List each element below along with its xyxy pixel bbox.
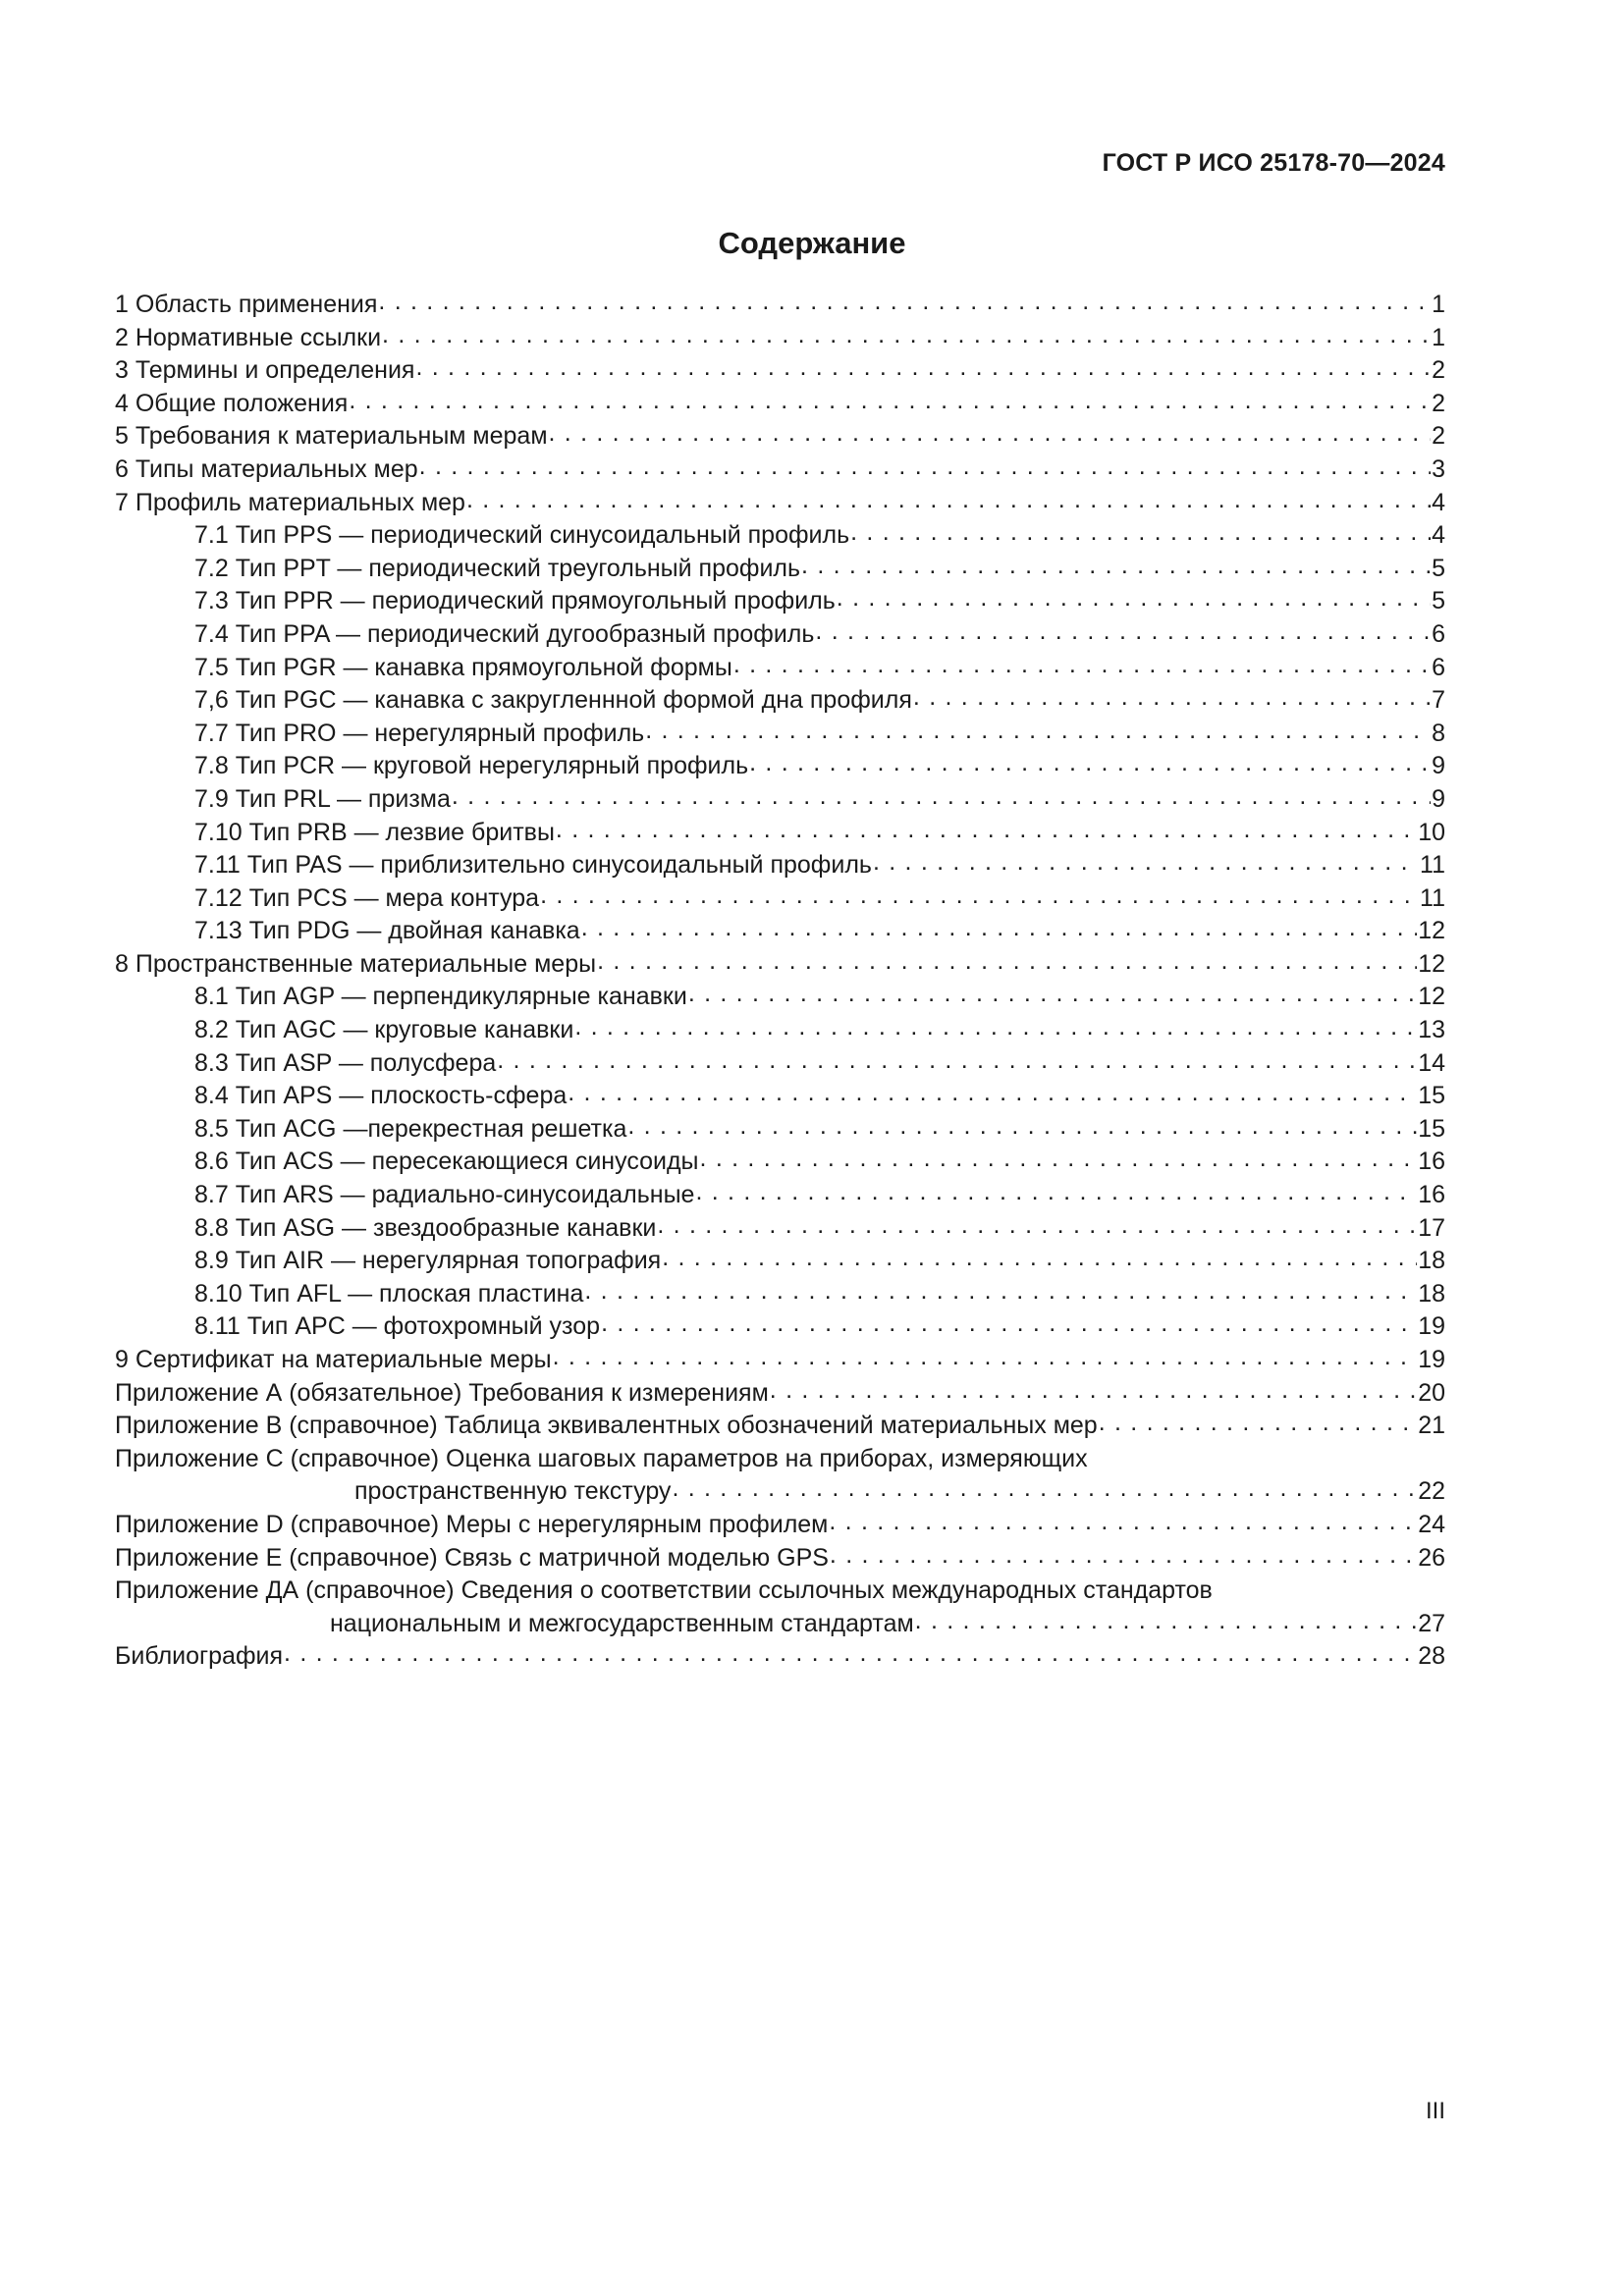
toc-entry[interactable] [115, 1410, 1445, 1443]
toc-entry-text: 7.13 Тип PDG — двойная канавка [194, 917, 580, 945]
toc-entry-text: 7.4 Тип PPA — периодический дугообразный профиль [194, 619, 815, 648]
toc-entry[interactable] [115, 487, 1445, 520]
leader-dots [601, 1308, 1417, 1341]
leader-dots [568, 1077, 1417, 1110]
toc-entry-text: 8.9 Тип AIR — нерегулярная топография [194, 1247, 662, 1275]
leader-dots [382, 319, 1431, 352]
toc-entry[interactable] [115, 1377, 1445, 1411]
leader-dots [584, 1275, 1417, 1308]
toc-entry-text: 2 Нормативные ссылки [115, 323, 382, 351]
toc-entry-text: 8.8 Тип ASG — звездообразные канавки [194, 1213, 657, 1242]
leader-dots [873, 846, 1419, 880]
toc-entry-text: 7.9 Тип PRL — призма [194, 784, 451, 813]
toc-entry-page: 1 [1432, 291, 1445, 318]
leader-dots [837, 582, 1431, 615]
leader-dots [581, 912, 1417, 945]
toc-entry-text: 7.8 Тип PCR — круговой нерегулярный профиль [194, 752, 749, 780]
toc-entry-annex-da[interactable] [115, 1575, 1445, 1608]
toc-entry[interactable] [115, 948, 1445, 982]
toc-entry-text: 9 Сертификат на материальные меры [115, 1346, 552, 1373]
toc-entry[interactable] [115, 652, 1445, 685]
toc-entry-text: 7.11 Тип PAS — приблизительно синусоидальный профиль [194, 851, 872, 880]
toc-entry[interactable] [115, 1014, 1445, 1047]
toc-entry[interactable] [115, 1310, 1445, 1344]
toc-entry-text: 8.3 Тип ASP — полусфера [194, 1048, 497, 1077]
toc-entry[interactable] [115, 553, 1445, 586]
toc-entry[interactable] [115, 817, 1445, 850]
leader-dots [452, 780, 1431, 814]
leader-dots [553, 1341, 1418, 1374]
toc-entry-page: 4 [1432, 488, 1445, 516]
toc-entry-page: 22 [1418, 1477, 1445, 1506]
toc-entry-text: 7,6 Тип PGC — канавка с закругленнной формой дна профиля [194, 686, 912, 715]
toc-entry-text: 7.12 Тип PCS — мера контура [194, 883, 540, 912]
toc-entry-page: 5 [1432, 554, 1445, 582]
leader-dots [415, 351, 1431, 385]
leader-dots [597, 945, 1417, 979]
toc-entry-page: 1 [1432, 323, 1445, 351]
leader-dots [915, 1605, 1418, 1638]
toc-entry-page: 12 [1418, 917, 1445, 945]
leader-dots [688, 978, 1417, 1011]
toc-entry-page: 3 [1432, 454, 1445, 483]
toc-entry-text: национальным и межгосударственным стандартам [330, 1609, 914, 1637]
toc-entry-text: 8.6 Тип ACS — пересекающиеся синусоиды [194, 1148, 699, 1176]
toc-entry-page: 12 [1418, 949, 1445, 978]
toc-entry-page: 11 [1420, 883, 1445, 912]
toc-entry-text: 3 Термины и определения [115, 356, 415, 385]
leader-dots [349, 385, 1431, 418]
toc-entry[interactable] [115, 1278, 1445, 1311]
toc-entry-page: 19 [1418, 1312, 1445, 1341]
toc-entry-text: 8.11 Тип APC — фотохромный узор [194, 1312, 601, 1341]
toc-entry-page: 13 [1418, 1016, 1445, 1044]
toc-entry[interactable] [115, 1344, 1445, 1377]
toc-entry-page: 6 [1432, 619, 1445, 648]
toc-entry[interactable] [115, 915, 1445, 948]
toc-entry-text: 8.2 Тип AGC — круговые канавки [194, 1016, 574, 1044]
toc-entry[interactable] [115, 354, 1445, 388]
leader-dots [549, 417, 1432, 451]
toc-entry-text: 8.7 Тип ARS — радиально-синусоидальные [194, 1181, 695, 1209]
toc-entry-text: 8 Пространственные материальные меры [115, 949, 597, 978]
toc-entry[interactable] [115, 718, 1445, 751]
toc-entry-page: 28 [1418, 1642, 1445, 1671]
toc-entry-text: 7.1 Тип PPS — периодический синусоидальный профиль [194, 521, 850, 550]
toc-entry-page: 8 [1432, 719, 1445, 747]
toc-entry-page: 19 [1418, 1346, 1445, 1373]
leader-dots [700, 1143, 1418, 1176]
toc-entry-text: Приложение В (справочное) Таблица эквивалентных обозначений материальных мер [115, 1412, 1098, 1440]
toc-entries [115, 289, 1445, 1443]
toc-entry[interactable] [115, 783, 1445, 817]
toc-entry[interactable] [115, 1047, 1445, 1081]
toc-entry-page: 26 [1418, 1543, 1445, 1572]
leader-dots [801, 550, 1431, 583]
toc-entry-page: 14 [1418, 1048, 1445, 1077]
leader-dots [850, 516, 1431, 550]
toc-entry-page: 5 [1432, 587, 1445, 615]
toc-entry[interactable] [115, 322, 1445, 355]
toc-entry-page: 20 [1418, 1378, 1445, 1407]
leader-dots [574, 1011, 1417, 1044]
toc-entry[interactable] [115, 289, 1445, 322]
toc-entry-text: 4 Общие положения [115, 389, 349, 417]
leader-dots [540, 880, 1419, 913]
toc-entry[interactable] [115, 750, 1445, 783]
toc-entry-text: Приложение D (справочное) Меры с нерегулярным профилем [115, 1510, 829, 1538]
toc-entry[interactable] [115, 684, 1445, 718]
leader-dots [829, 1506, 1417, 1539]
toc-entry-page: 18 [1418, 1247, 1445, 1275]
leader-dots [695, 1176, 1417, 1209]
toc-entry-text: Приложение Е (справочное) Связь с матричной моделью GPS [115, 1543, 829, 1572]
toc-entry-page: 16 [1418, 1148, 1445, 1176]
toc-entry-page: 9 [1432, 784, 1445, 813]
toc-title: Содержание [718, 226, 906, 260]
toc-entry-annex-d[interactable] [115, 1509, 1445, 1542]
leader-dots [466, 484, 1431, 517]
toc-entry-page: 17 [1418, 1213, 1445, 1242]
toc-entry[interactable] [115, 388, 1445, 421]
toc-entry[interactable] [115, 420, 1445, 454]
toc-entry-annex-e[interactable] [115, 1542, 1445, 1575]
table-of-contents [115, 289, 1445, 1674]
page-number: III [1425, 2098, 1445, 2124]
toc-entry-text: 5 Требования к материальным мерам [115, 422, 548, 451]
leader-dots [627, 1110, 1417, 1144]
toc-entry[interactable] [115, 1080, 1445, 1113]
leader-dots [378, 286, 1431, 319]
toc-entry[interactable] [115, 981, 1445, 1014]
toc-entry-text: Приложение С (справочное) Оценка шаговых параметров на приборах, измеряющих [115, 1444, 1088, 1472]
toc-entry-text: Приложение ДА (справочное) Сведения о соответствии ссылочных международных стандартов [115, 1576, 1213, 1605]
toc-entry[interactable] [115, 849, 1445, 882]
toc-entry-page: 16 [1418, 1181, 1445, 1209]
toc-entry[interactable] [115, 519, 1445, 553]
toc-entry-page: 15 [1418, 1082, 1445, 1110]
toc-entry-page: 27 [1418, 1609, 1445, 1637]
toc-entry-text: 1 Область применения [115, 291, 378, 318]
toc-entry-page: 2 [1432, 389, 1445, 417]
toc-entry-page: 7 [1432, 686, 1445, 715]
leader-dots [672, 1472, 1417, 1506]
toc-entry[interactable] [115, 1212, 1445, 1246]
standard-code: ГОСТ Р ИСО 25178-70—2024 [1102, 149, 1445, 177]
toc-entry-text: 7 Профиль материальных мер [115, 488, 465, 516]
leader-dots [497, 1044, 1417, 1078]
toc-entry[interactable] [115, 1179, 1445, 1212]
leader-dots [913, 681, 1431, 715]
toc-entry-page: 15 [1418, 1114, 1445, 1143]
leader-dots [815, 615, 1431, 649]
toc-entry-page: 24 [1418, 1510, 1445, 1538]
toc-entry[interactable] [115, 1146, 1445, 1179]
toc-entry-page: 2 [1432, 356, 1445, 385]
toc-entry-annex-da-continued[interactable] [115, 1608, 1445, 1641]
leader-dots [733, 649, 1431, 682]
leader-dots [770, 1374, 1417, 1408]
toc-entry-annex-c[interactable] [115, 1443, 1445, 1476]
toc-entry-bibliography[interactable] [115, 1640, 1445, 1674]
leader-dots [556, 814, 1417, 847]
toc-entry-text: Приложение А (обязательное) Требования к измерениям [115, 1378, 769, 1407]
toc-entry-page: 6 [1432, 653, 1445, 681]
toc-entry[interactable] [115, 585, 1445, 618]
toc-entry-page: 12 [1418, 983, 1445, 1011]
toc-entry-text: Библиография [115, 1642, 284, 1671]
toc-entry[interactable] [115, 1245, 1445, 1278]
toc-entry-text: 7.5 Тип PGR — канавка прямоугольной формы [194, 653, 732, 681]
toc-entry-text: 8.4 Тип APS — плоскость-сфера [194, 1082, 568, 1110]
toc-entry-text: 8.1 Тип AGP — перпендикулярные канавки [194, 983, 687, 1011]
leader-dots [749, 747, 1431, 780]
leader-dots [419, 451, 1431, 484]
toc-entry-page: 18 [1418, 1279, 1445, 1308]
toc-entry-page: 21 [1418, 1412, 1445, 1440]
leader-dots [657, 1209, 1417, 1243]
toc-entry-text: 7.10 Тип PRB — лезвие бритвы [194, 818, 555, 846]
toc-entry-text: пространственную текстуру [354, 1477, 672, 1506]
toc-entry-page: 10 [1418, 818, 1445, 846]
toc-entry-text: 8.5 Тип ACG —перекрестная решетка [194, 1114, 627, 1143]
leader-dots [830, 1539, 1417, 1573]
leader-dots [284, 1637, 1417, 1671]
toc-entry-text: 8.10 Тип AFL — плоская пластина [194, 1279, 584, 1308]
toc-entry-text: 7.2 Тип PPT — периодический треугольный профиль [194, 554, 801, 582]
toc-entry[interactable] [115, 1113, 1445, 1147]
toc-entry-page: 2 [1432, 422, 1445, 451]
toc-entry-text: 7.7 Тип PRO — нерегулярный профиль [194, 719, 645, 747]
toc-entry-page: 11 [1420, 851, 1445, 880]
leader-dots [1099, 1407, 1417, 1440]
toc-entry-annex-c-continued[interactable] [115, 1475, 1445, 1509]
toc-entry[interactable] [115, 618, 1445, 652]
toc-entry-page: 9 [1432, 752, 1445, 780]
toc-entry[interactable] [115, 882, 1445, 916]
toc-entry-text: 6 Типы материальных мер [115, 454, 418, 483]
leader-dots [662, 1242, 1417, 1275]
leader-dots [645, 715, 1431, 748]
toc-entry-text: 7.3 Тип PPR — периодический прямоугольный профиль [194, 587, 836, 615]
toc-entry-page: 4 [1432, 521, 1445, 550]
toc-entry[interactable] [115, 454, 1445, 487]
